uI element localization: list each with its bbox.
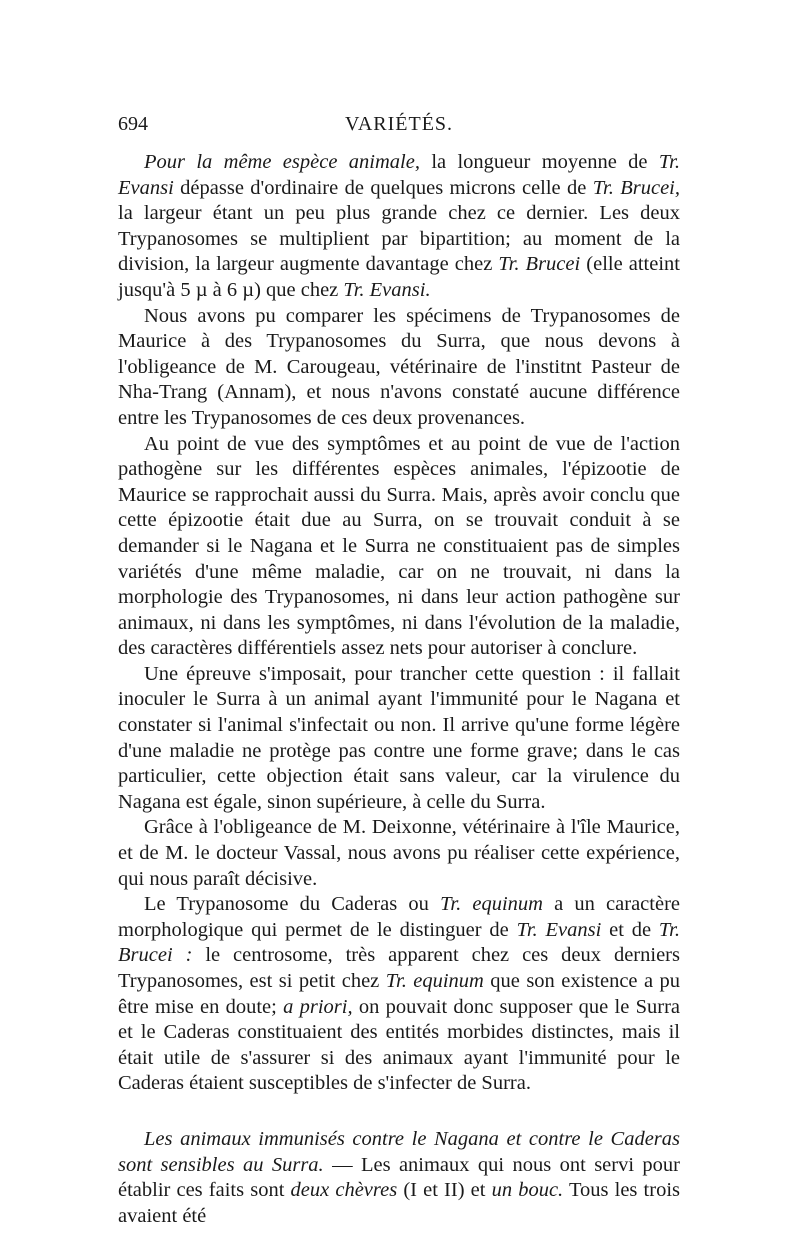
- italic-text-run: deux chèvres: [290, 1179, 398, 1202]
- text-run: Le Trypanosome du Caderas ou: [144, 893, 441, 916]
- text-run: le centrosome, très apparent chez ces deux derniers Trypanosomes, est si petit chez: [118, 944, 680, 992]
- italic-text-run: a priori,: [283, 995, 353, 1018]
- paragraph-6: [118, 892, 680, 1097]
- paragraph-3: [118, 432, 680, 662]
- italic-text-run: Les animaux immunisés contre le Nagana et contre le Caderas sont sensibles au Surra.: [118, 1127, 680, 1176]
- text-run: on pouvait donc supposer que le Surra et le Caderas constituaient des entités morbides distinctes, mais il était utile de s'assurer si des animaux ayant l'immunité pour le Caderas étaient susceptibles de s'infecter de Surra.: [118, 995, 680, 1095]
- italic-text-run: Tr. Evansi.: [343, 278, 431, 301]
- running-header: [118, 112, 680, 142]
- paragraph-1: [118, 150, 680, 304]
- italic-text-run: Tr. Evansi: [118, 151, 680, 199]
- text-run: (I et II) et: [397, 1179, 492, 1202]
- italic-text-run: Tr. Brucei :: [118, 918, 680, 967]
- text-run: a un caractère morphologique qui permet de le distinguer de: [118, 893, 680, 941]
- text-run: Tous les trois avaient été: [118, 1179, 680, 1227]
- text-run: — Les animaux qui nous ont servi pour établir ces faits sont: [118, 1153, 680, 1202]
- paragraph-2: [118, 304, 680, 432]
- text-run: que son existence a pu être mise en doute;: [118, 970, 680, 1018]
- section-gap: [118, 1097, 680, 1127]
- text-run: et de: [601, 918, 659, 941]
- italic-text-run: Tr. Evansi: [516, 918, 602, 941]
- text-run: Une épreuve s'imposait, pour trancher cette question : il fallait inoculer le Surra à un animal ayant l'immunité pour le Nagana et constater si l'animal s'infectait ou non. Il arrive qu'une forme légère d'une maladie ne protège pas contre une forme grave; dans le cas particulier, cette objection était sans valeur, car la virulence du Nagana est égale, sinon supérieure, à celle du Surra.: [118, 662, 680, 813]
- italic-text-run: Pour la même espèce animale,: [144, 151, 420, 173]
- page-number: 694: [118, 113, 148, 135]
- text-run: la largeur étant un peu plus grande chez ce dernier. Les deux Trypanosomes se multiplient par bipartition; au moment de la division, la largeur augmente davantage chez: [118, 202, 680, 276]
- text-run: Au point de vue des symptômes et au point de vue de l'action pathogène sur les différentes espèces animales, l'épizootie de Maurice se rapprochait aussi du Surra. Mais, après avoir conclu que cette épizootie était due au Surra, on se trouvait conduit à se demander si le Nagana et le Surra ne constituaient pas de simples variétés d'une même maladie, car on ne trouvait, ni dans la morphologie des Trypanosomes, ni dans leur action pathogène sur animaux, ni dans les symptômes, ni dans l'évolution de la maladie, des caractères différentiels assez nets pour autoriser à conclure.: [118, 432, 680, 660]
- italic-text-run: Tr. Brucei,: [592, 176, 680, 199]
- text-run: (elle atteint jusqu'à 5 µ à 6 µ) que chez: [118, 253, 680, 301]
- italic-text-run: Tr. equinum: [385, 970, 484, 992]
- body-text: [118, 150, 680, 1229]
- italic-text-run: Tr. Brucei: [498, 253, 581, 276]
- paragraph-4: [118, 662, 680, 816]
- italic-text-run: Tr. equinum: [440, 893, 543, 916]
- text-run: la longueur moyenne de: [419, 151, 659, 173]
- text-run: Grâce à l'obligeance de M. Deixonne, vétérinaire à l'île Maurice, et de M. le docteur Vassal, nous avons pu réaliser cette expérience, qui nous paraît décisive.: [118, 816, 680, 890]
- text-run: Nous avons pu comparer les spécimens de Trypanosomes de Maurice à des Trypanosomes du Surra, que nous devons à l'obligeance de M. Carougeau, vétérinaire de l'institnt Pasteur de Nha-Trang (Annam), et nous n'avons constaté aucune différence entre les Trypanosomes de ces deux provenances.: [118, 304, 680, 429]
- running-title: VARIÉTÉS.: [344, 113, 454, 135]
- document-page: [118, 112, 680, 1229]
- paragraph-5: [118, 815, 680, 892]
- paragraph-7: [118, 1127, 680, 1229]
- text-run: dépasse d'ordinaire de quelques microns celle de: [173, 176, 593, 199]
- italic-text-run: un bouc.: [491, 1179, 564, 1202]
